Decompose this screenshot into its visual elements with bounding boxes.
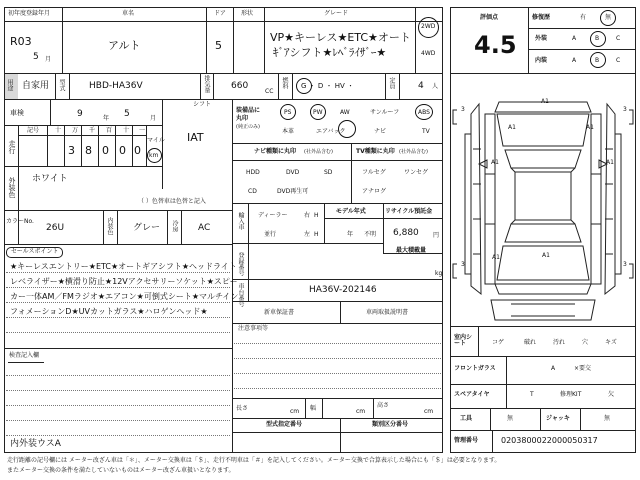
spare-label: スペアタイヤ — [454, 391, 490, 398]
repair-no: 無 — [605, 14, 612, 21]
seat-kizu: キズ — [605, 339, 617, 346]
grade-line1: VP★キーレス★ETC★オート — [270, 31, 411, 44]
int-grade-b: B — [595, 57, 600, 64]
km-label: km — [149, 152, 159, 159]
equipment-tv: TV — [422, 128, 430, 135]
tv-fullseg: フルセグ — [362, 169, 386, 176]
selling-point-line-3: カー一体AM／FMラジオ★エアコン★可倒式シート★マルチイン — [10, 292, 239, 301]
shift-label: シフト — [193, 101, 212, 108]
color-no-value: 26U — [46, 223, 65, 233]
registration-label: 登録番号 — [237, 252, 244, 276]
paint-note: （ ）色替車は色替と記入 — [138, 198, 206, 205]
mileage-header-6: 一 — [139, 127, 146, 134]
seat-yogore: 汚れ — [553, 339, 566, 346]
inspector-label: 検査記入欄 — [9, 352, 40, 359]
chassis-label: 車台番号 — [237, 283, 244, 307]
length-label: 長さ — [236, 405, 249, 412]
selling-point-line-1: ★キーレスエントリー★ETC★オートギアシフト★ヘッドライト — [10, 262, 237, 271]
seat-koge: コゲ — [492, 339, 505, 346]
reg-year: R03 — [10, 35, 32, 48]
equipment-leather: 本革 — [282, 128, 295, 135]
tv-analog: アナログ — [362, 188, 387, 195]
reg-month-unit: 月 — [45, 56, 52, 63]
exterior-grade-label: 外装 — [535, 35, 548, 42]
capacity-unit: 人 — [432, 83, 439, 90]
interior-color-label: 内装色 — [106, 217, 113, 235]
mileage-header-0: 記号 — [27, 127, 40, 134]
inspection-month-unit: 月 — [150, 115, 157, 122]
inspection-month: 5 — [124, 109, 130, 119]
shift-value: IAT — [187, 131, 204, 144]
jack-value: 無 — [604, 415, 611, 422]
spare-missing: 欠 — [608, 391, 615, 398]
repair-yes: 有 — [580, 14, 587, 21]
length-unit: cm — [290, 408, 300, 415]
windshield-a: A — [551, 365, 556, 372]
navi-sd: SD — [324, 169, 333, 176]
model-year-label: モデル年式 — [336, 208, 366, 215]
spare-kit: 修理KIT — [560, 391, 582, 398]
diagram-a1-front: A1 — [541, 98, 549, 105]
mileage-digit-3: 0 — [102, 144, 109, 157]
selling-point-line-4: フォメーションD★UVカットガラス★ハロゲンヘッド★ — [10, 307, 208, 316]
diagram-a1-rear-left: A1 — [492, 254, 500, 261]
manual-label: 車両取扱説明書 — [366, 309, 409, 316]
mgmt-value: 0203800022000050317 — [501, 436, 598, 445]
mileage-header-2: 万 — [72, 127, 79, 134]
mileage-digit-5: 0 — [134, 144, 141, 157]
fuel-label: 燃料 — [281, 77, 288, 89]
usage-value: 自家用 — [22, 81, 50, 91]
footer-line-1: 走行距離の記号欄には メーター改ざん車は「＊」、メーター交換車は「＄」、走行不明車は「＃」を記入してください。メーター交換で合算表示した場合にも「＄」は必要となります。 — [7, 457, 501, 464]
diagram-a1-mid-left: A1 — [491, 159, 499, 166]
import-right: 右 — [304, 212, 311, 219]
displacement-unit: CC — [265, 88, 274, 95]
jack-label: ジャッキ — [546, 415, 570, 422]
equipment-navi: ナビ — [374, 128, 387, 135]
width-unit: cm — [356, 408, 366, 415]
inspection-label: 車検 — [10, 109, 24, 117]
selling-points-label: セールスポイント — [11, 248, 59, 255]
max-load-label: 最大積載量 — [396, 247, 427, 254]
equipment-note: (純正のみ) — [236, 124, 260, 130]
interior-color-value: グレー — [133, 223, 161, 233]
tools-value: 無 — [507, 415, 514, 422]
import-label: 輸入車 — [237, 212, 244, 230]
bracket-num-tr: 3 — [623, 106, 627, 113]
displacement-value: 660 — [231, 81, 249, 91]
seat-ana: 穴 — [582, 339, 589, 346]
seat-yabure: 破れ — [524, 339, 537, 346]
model-value: HBD-HA36V — [89, 81, 143, 91]
recycle-unit: 円 — [433, 232, 440, 239]
recycle-label: リサイクル預託金 — [385, 208, 433, 215]
bracket-num-bl: 3 — [461, 261, 465, 268]
capacity-value: 4 — [418, 81, 424, 91]
capacity-label: 定員 — [388, 77, 395, 89]
import-left-h: H — [314, 231, 319, 238]
car-diagram — [451, 74, 635, 326]
reg-month: 5 — [33, 52, 39, 62]
ext-grade-c: C — [616, 35, 621, 42]
fuel-options: G ・ D ・ HV ・ — [301, 82, 354, 90]
mileage-header-1: 十 — [55, 127, 62, 134]
drive-4wd: 4WD — [421, 50, 436, 57]
equipment-title-1: 装備品に — [236, 107, 261, 114]
mileage-header-3: 千 — [89, 127, 96, 134]
width-label: 幅 — [310, 405, 317, 412]
equipment-abs: ABS — [418, 109, 430, 116]
int-grade-c: C — [616, 57, 621, 64]
car-name: アルト — [108, 39, 141, 52]
inspector-note: 内外装ウスA — [10, 439, 61, 449]
mileage-label: 走行 — [8, 140, 16, 154]
selling-point-line-2: レベライザー★横滑り防止★12Vアクセサリーソケット★スピー — [10, 277, 238, 286]
windshield-label: フロントガラス — [454, 365, 496, 372]
navi-hdd: HDD — [246, 169, 260, 176]
diagram-a1-mid-right: A1 — [606, 159, 614, 166]
diagram-a1-right: A1 — [586, 124, 594, 131]
mileage-header-5: 十 — [123, 127, 130, 134]
type-no-label: 型式指定番号 — [266, 421, 303, 428]
mileage-header-4: 百 — [106, 127, 113, 134]
mgmt-label: 管理番号 — [454, 437, 479, 444]
first-reg-label: 初年度登録年月 — [8, 10, 51, 17]
ext-grade-b: B — [595, 35, 600, 42]
chassis-value: HA36V-202146 — [309, 285, 377, 295]
exterior-label: 外装色 — [8, 177, 16, 198]
warranty-label: 新車保証書 — [264, 309, 295, 316]
navi-cd: CD — [248, 188, 257, 195]
displacement-label: 排気量 — [203, 75, 210, 93]
height-label: 高さ — [377, 402, 390, 409]
model-year-value: 不明 — [364, 231, 377, 238]
interior-grade-label: 内装 — [535, 57, 548, 64]
repair-label: 修復歴 — [532, 14, 551, 21]
model-year-unit: 年 — [347, 231, 354, 238]
tools-label: 工具 — [460, 415, 473, 422]
class-no-label: 類別区分番号 — [372, 421, 409, 428]
car-name-label: 車名 — [122, 10, 135, 17]
import-left: 左 — [304, 231, 311, 238]
equipment-pw: PW — [313, 109, 323, 116]
import-dealer: ディーラー — [258, 212, 288, 219]
equipment-aw: AW — [340, 109, 350, 116]
height-unit: cm — [424, 408, 434, 415]
bracket-num-tl: 3 — [461, 106, 465, 113]
footer-line-2: またメーター交換の条件を満たしていないものはメーター改ざん車扱いとなります。 — [7, 467, 235, 474]
mile-label: マイル — [147, 137, 165, 144]
grade-line2: ｷﾞｱシフト★ﾚﾍﾞﾗｲｻﾞｰ★ — [273, 46, 387, 59]
drive-2wd: 2WD — [421, 23, 436, 30]
mileage-digit-4: 0 — [119, 144, 126, 157]
tv-title-note: (社外品含む) — [399, 149, 428, 155]
ac-value: AC — [198, 223, 211, 233]
equipment-sunroof: サンルーフ — [370, 109, 400, 116]
model-label: 型式 — [58, 79, 65, 91]
usage-label: 用途 — [6, 79, 13, 91]
diagram-a1-left: A1 — [508, 124, 516, 131]
import-parallel: 並行 — [264, 231, 277, 238]
doors-value: 5 — [215, 39, 222, 52]
inspection-year-unit: 年 — [103, 115, 110, 122]
spare-t: T — [530, 391, 534, 398]
seat-label: 室内シート — [454, 334, 473, 347]
inspection-year: 9 — [77, 109, 83, 119]
int-grade-a: A — [572, 57, 577, 64]
mileage-digit-2: 8 — [85, 144, 92, 157]
equipment-title-2: 丸印 — [236, 115, 249, 122]
navi-dvd: DVD — [286, 169, 300, 176]
import-right-h: H — [314, 212, 319, 219]
grade-label: グレード — [324, 10, 349, 17]
diagram-a1-rear: A1 — [542, 252, 550, 259]
notes-label: 注意事項等 — [238, 325, 269, 332]
navi-title: ナビ種類に丸印 — [254, 148, 297, 155]
score-value: 4.5 — [474, 31, 517, 59]
recycle-value: 6,880 — [393, 228, 419, 238]
score-label: 評価点 — [480, 14, 499, 21]
ext-grade-a: A — [572, 35, 577, 42]
max-load-unit: kg — [435, 270, 443, 277]
bracket-num-br: 3 — [623, 261, 627, 268]
equipment-ps: PS — [284, 109, 292, 116]
equipment-airbag: エアバック — [316, 128, 346, 135]
tv-title: TV種類に丸印 — [356, 148, 395, 155]
shape-label: 形状 — [241, 10, 254, 17]
ac-label: 冷房 — [171, 220, 178, 232]
exterior-color-value: ホワイト — [32, 174, 68, 184]
mileage-digit-1: 3 — [68, 144, 75, 157]
navi-title-note: (社外品含む) — [304, 149, 333, 155]
tv-oneseg: ワンセグ — [404, 169, 429, 176]
navi-dvd-play: DVD再生可 — [277, 188, 309, 195]
color-no-label: カラーNo. — [6, 218, 34, 225]
windshield-replace: ×要交 — [574, 365, 592, 372]
doors-label: ドア — [214, 10, 226, 17]
